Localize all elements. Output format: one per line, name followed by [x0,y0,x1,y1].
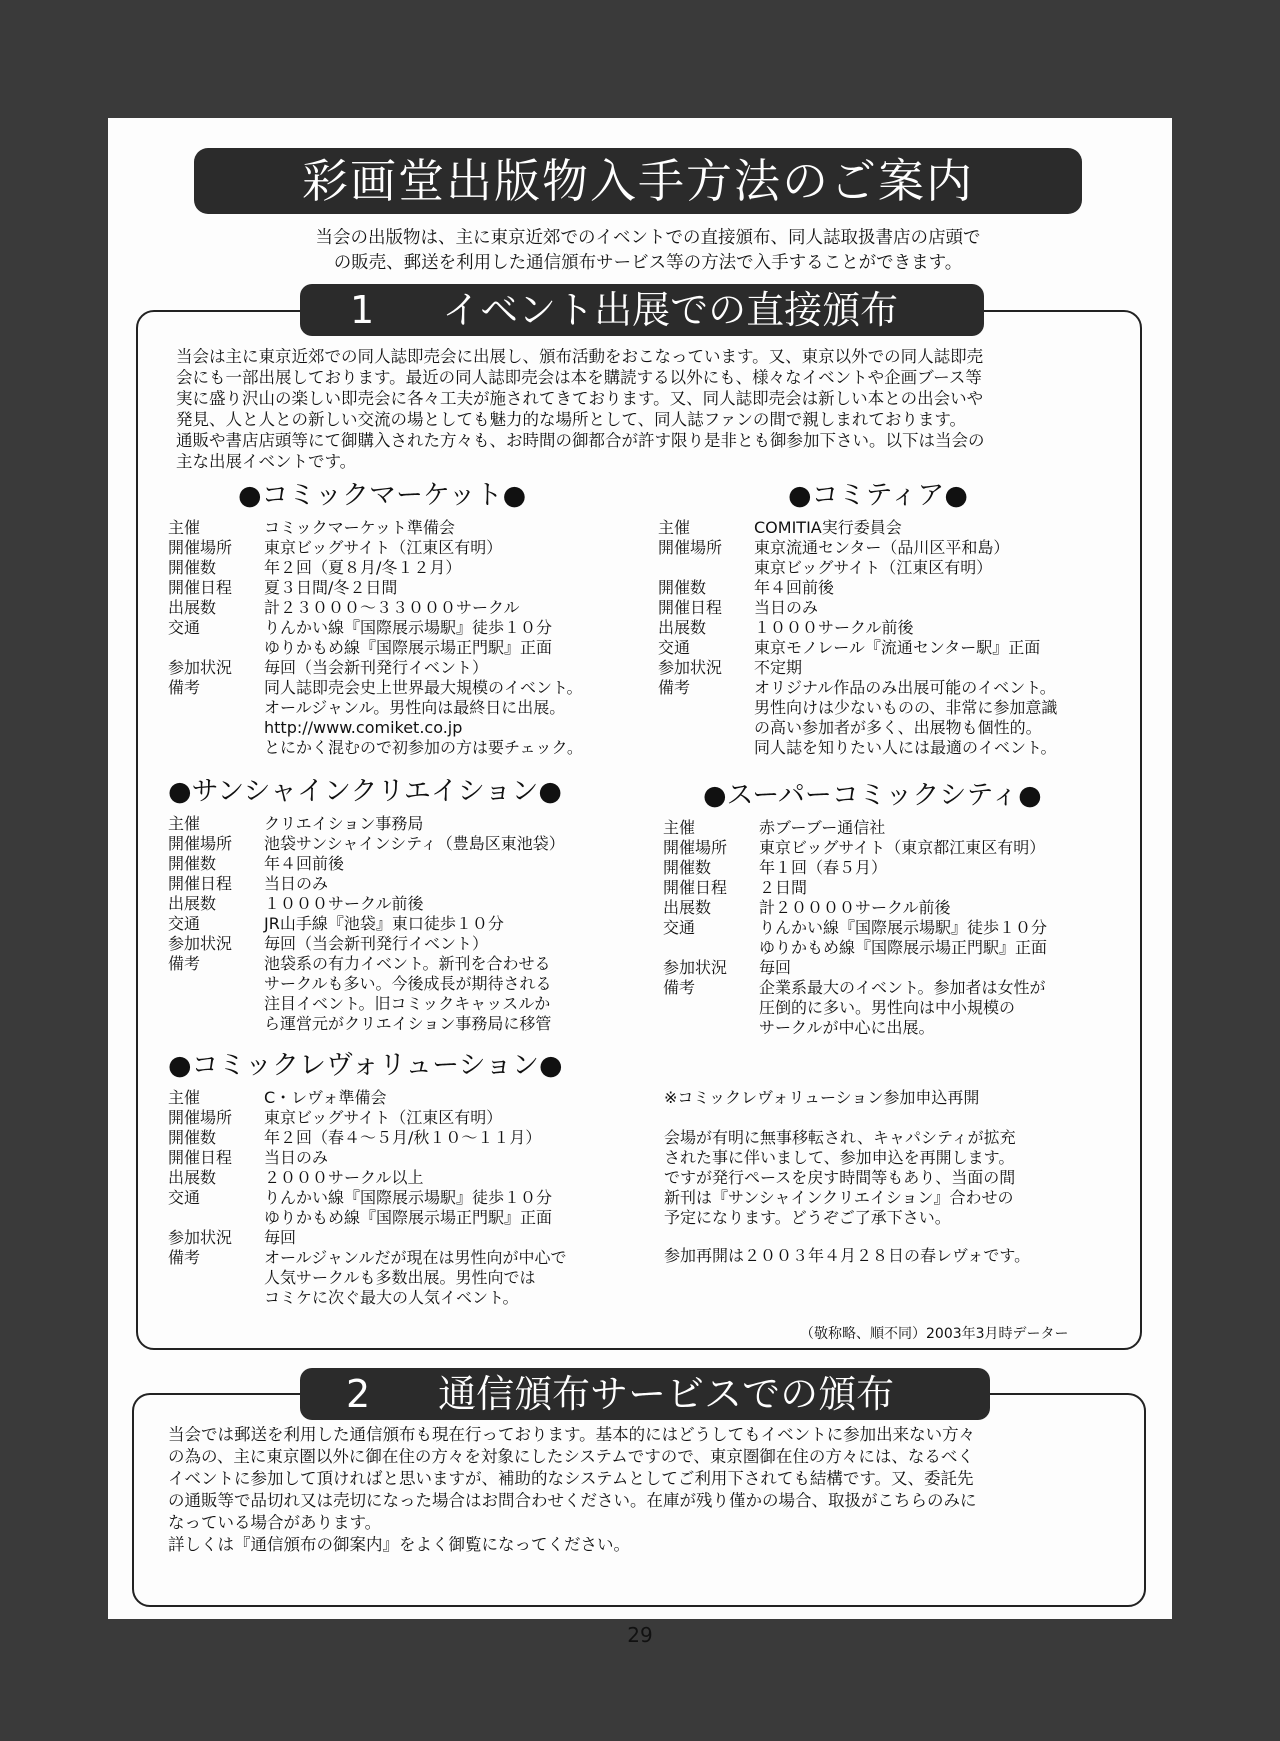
row-value: りんかい線『国際展示場駅』徒歩１０分 [264,1188,553,1207]
row-key: 備考 [663,978,696,997]
row-value: １０００サークル前後 [264,894,424,913]
row-key: 交通 [658,638,691,657]
row-key: 開催場所 [658,538,723,557]
event-row [658,678,1057,758]
row-key: 開催場所 [168,1108,233,1127]
row-key: 開催数 [663,858,712,877]
event-row [658,638,1057,658]
row-value: コミケに次ぐ最大の人気イベント。 [264,1288,519,1307]
intro-text [218,226,1078,276]
event-row [168,1168,567,1188]
event-title: ●コミックレヴォリューション● [168,1050,563,1081]
row-value: 赤ブーブー通信社 [759,818,886,837]
row-value: 計２００００サークル前後 [759,898,951,917]
row-value: 人気サークルも多数出展。男性向では [264,1268,536,1287]
body-line: 通販や書店店頭等にて御購入された方々も、お時間の御都合が許す限り是非とも御参加下さい。以下は当会の [176,431,985,450]
row-value: オールジャンルだが現在は男性向が中心で [264,1248,567,1267]
row-value: サークルも多い。今後成長が期待される [264,974,552,993]
event-comic-revolution [168,1048,567,1308]
data-date-note: （敬称略、順不同）2003年3月時データー [800,1326,1069,1342]
row-value: 東京ビッグサイト（江東区有明） [754,558,993,577]
row-value: ２０００サークル以上 [264,1168,424,1187]
event-row [168,538,583,558]
event-sunshine-creation [168,774,565,1034]
row-key: 出展数 [168,894,217,913]
event-row [168,894,565,914]
row-value: 東京流通センター（品川区平和島） [754,538,1010,557]
body-line: の通販等で品切れ又は売切になった場合はお問合わせください。在庫が残り僅かの場合、取扱がこちらのみに [168,1491,977,1510]
event-row [168,578,583,598]
event-row [168,1088,567,1108]
row-key: 備考 [168,1248,201,1267]
row-key: 出展数 [168,1168,217,1187]
event-row [168,1108,567,1128]
body-line: 当会では郵送を利用した通信頒布も現在行っております。基本的にはどうしてもイベントに参加出来ない方々 [168,1425,976,1444]
event-row [663,898,1047,918]
row-value: http://www.comiket.co.jp [264,718,463,737]
section1-title: イベント出展での直接頒布 [442,288,899,332]
event-row [658,578,1057,598]
row-key: 参加状況 [658,658,723,677]
intro-line: 当会の出版物は、主に東京近郊でのイベントでの直接頒布、同人誌取扱書店の店頭で [315,228,981,248]
row-key: 開催数 [168,558,217,577]
row-value: 注目イベント。旧コミックキャッスルか [264,994,551,1013]
row-value: COMITIA実行委員会 [754,518,902,537]
section1-body [176,346,985,472]
event-row [658,598,1057,618]
event-title: ●コミティア● [788,480,968,511]
body-line: 会にも一部出展しております。最近の同人誌即売会は本を購読する以外にも、様々なイベントや企画ブース等 [176,368,982,387]
row-value: 当日のみ [264,874,329,893]
section2-body [168,1424,977,1556]
event-row [168,914,565,934]
section2-title: 通信頒布サービスでの頒布 [438,1372,895,1416]
row-key: 交通 [168,618,201,637]
event-row [168,814,565,834]
body-line: 発見、人と人との新しい交流の場としても魅力的な場所として、同人誌ファンの間で親しまれております。 [176,410,967,429]
row-value: りんかい線『国際展示場駅』徒歩１０分 [759,918,1048,937]
notice-line: 新刊は『サンシャインクリエイション』合わせの [664,1188,1014,1207]
row-key: 備考 [168,678,201,697]
row-key: 交通 [168,1188,201,1207]
row-value: 当日のみ [264,1148,329,1167]
body-line: 実に盛り沢山の楽しい即売会に各々工夫が施されてきております。又、同人誌即売会は新しい本との出会いや [176,389,984,408]
event-title: ●サンシャインクリエイション● [168,776,562,807]
row-value: 毎回（当会新刊発行イベント） [264,934,489,953]
row-value: 同人誌即売会史上世界最大規模のイベント。 [264,678,583,697]
notice-line: された事に伴いまして、参加申込を再開します。 [664,1148,1015,1167]
row-value: 不定期 [754,658,803,677]
row-key: 参加状況 [168,1228,233,1247]
row-value: 東京ビッグサイト（江東区有明） [264,1108,503,1127]
event-row [168,518,583,538]
event-row [663,878,1047,898]
row-key: 備考 [168,954,201,973]
row-key: 主催 [658,518,691,537]
section2-heading [300,1368,990,1420]
event-comic-market [168,478,583,758]
row-value: 圧倒的に多い。男性向は中小規模の [759,998,1016,1017]
event-row [168,854,565,874]
notice-resume: 参加再開は２００３年４月２８日の春レヴォです。 [664,1246,1031,1265]
row-key: 主催 [168,1088,201,1107]
row-value: １０００サークル前後 [754,618,914,637]
row-value: 夏３日間/冬２日間 [264,578,398,597]
row-value: 東京モノレール『流通センター駅』正面 [754,638,1041,657]
notice-line: ですが発行ペースを戻す時間等もあり、当面の間 [664,1168,1016,1187]
row-key: 主催 [168,814,201,833]
event-row [168,558,583,578]
event-row [168,1148,567,1168]
event-row [663,958,1047,978]
row-key: 開催日程 [658,598,723,617]
row-value: 毎回 [264,1228,297,1247]
row-key: 開催日程 [168,874,233,893]
row-value: 年４回前後 [264,854,345,873]
row-value: 東京ビッグサイト（東京都江東区有明） [759,838,1046,857]
row-value: 毎回 [759,958,792,977]
row-key: 参加状況 [168,934,233,953]
notice-title: ※コミックレヴォリューション参加申込再開 [664,1088,980,1107]
event-row [168,1128,567,1148]
body-line: 主な出展イベントです。 [176,452,357,471]
event-row [663,918,1047,958]
row-key: 開催数 [168,1128,217,1147]
row-value: ゆりかもめ線『国際展示場正門駅』正面 [759,938,1048,957]
row-value: 年１回（春５月） [759,858,888,877]
row-value: ゆりかもめ線『国際展示場正門駅』正面 [264,1208,553,1227]
intro-line: の販売、郵送を利用した通信頒布サービス等の方法で入手することができます。 [333,253,963,273]
row-key: 交通 [168,914,201,933]
event-row [168,658,583,678]
row-value: 毎回（当会新刊発行イベント） [264,658,489,677]
row-key: 参加状況 [663,958,728,977]
event-row [658,658,1057,678]
body-line: なっている場合があります。 [168,1513,382,1532]
event-comitia [658,478,1057,758]
page-sheet [108,118,1172,1619]
section2-number: 2 [346,1372,371,1416]
page-number: 29 [627,1623,653,1647]
event-row [168,598,583,618]
row-key: 開催場所 [663,838,728,857]
notice-line: 予定になります。どうぞご了承下さい。 [664,1208,951,1227]
row-key: 交通 [663,918,696,937]
row-value: 池袋サンシャインシティ（豊島区東池袋） [264,834,565,853]
row-key: 開催場所 [168,834,233,853]
row-value: ら運営元がクリエイション事務局に移管 [264,1014,552,1033]
row-key: 開催日程 [168,1148,233,1167]
row-value: ゆりかもめ線『国際展示場正門駅』正面 [264,638,553,657]
section1-heading [300,284,984,336]
event-row [168,1228,567,1248]
row-value: りんかい線『国際展示場駅』徒歩１０分 [264,618,553,637]
row-key: 出展数 [168,598,217,617]
row-value: 年４回前後 [754,578,835,597]
row-key: 開催数 [168,854,217,873]
event-row [168,1188,567,1228]
event-row [663,838,1047,858]
row-value: とにかく混むので初参加の方は要チェック。 [264,738,583,757]
row-key: 開催場所 [168,538,233,557]
body-line: 当会は主に東京近郊での同人誌即売会に出展し、頒布活動をおこなっています。又、東京以外での同人誌即売 [176,347,984,366]
row-value: JR山手線『池袋』東口徒歩１０分 [264,914,504,933]
row-value: サークルが中心に出展。 [759,1018,935,1037]
row-value: コミックマーケット準備会 [264,518,455,537]
body-line: イベントに参加して頂ければと思いますが、補助的なシステムとしてご利用下されても結構です。又、委託先 [168,1469,974,1488]
body-line: 詳しくは『通信頒布の御案内』をよく御覧になってください。 [168,1535,630,1554]
event-super-comic-city [663,778,1047,1038]
body-line: の為の、主に東京圏以外に御在住の方々を対象にしたシステムですので、東京圏御在住の方々には、なるべく [168,1447,974,1466]
row-value: 当日のみ [754,598,819,617]
row-value: 男性向けは少ないものの、非常に参加意識 [754,698,1058,717]
row-key: 主催 [663,818,696,837]
row-key: 開催日程 [663,878,728,897]
row-value: の高い参加者が多く、出展物も個性的。 [754,718,1042,737]
event-row [663,858,1047,878]
event-row [168,678,583,758]
event-row [658,538,1057,578]
row-value: C・レヴォ準備会 [264,1088,387,1107]
row-key: 参加状況 [168,658,233,677]
row-value: 企業系最大のイベント。参加者は女性が [759,978,1046,997]
event-row [168,834,565,854]
page-title: 彩画堂出版物入手方法のご案内 [194,148,1082,214]
event-title: ●スーパーコミックシティ● [703,780,1042,811]
event-row [168,954,565,1034]
notice-line: 会場が有明に無事移転され、キャパシティが拡充 [664,1128,1016,1147]
event-row [663,978,1047,1038]
row-value: クリエイション事務局 [264,814,424,833]
row-key: 主催 [168,518,201,537]
event-title: ●コミックマーケット● [238,480,527,511]
row-value: 東京ビッグサイト（江東区有明） [264,538,503,557]
row-value: 池袋系の有力イベント。新刊を合わせる [264,954,551,973]
row-value: 年２回（夏８月/冬１２月） [264,558,462,577]
revolution-notice [664,1088,1030,1266]
row-value: オリジナル作品のみ出展可能のイベント。 [754,678,1056,697]
row-value: 同人誌を知りたい人には最適のイベント。 [754,738,1057,757]
event-row [658,518,1057,538]
row-value: 計２３０００～３３０００サークル [264,598,520,617]
row-key: 開催日程 [168,578,233,597]
row-value: オールジャンル。男性向は最終日に出展。 [264,698,566,717]
row-key: 出展数 [663,898,712,917]
event-row [168,1248,567,1308]
row-key: 備考 [658,678,691,697]
event-row [168,874,565,894]
row-value: ２日間 [759,878,808,897]
row-key: 開催数 [658,578,707,597]
event-row [168,934,565,954]
section1-number: 1 [350,288,375,332]
event-row [168,618,583,658]
row-key: 出展数 [658,618,707,637]
row-value: 年２回（春４～５月/秋１０～１１月） [264,1128,542,1147]
event-row [658,618,1057,638]
event-row [663,818,1047,838]
